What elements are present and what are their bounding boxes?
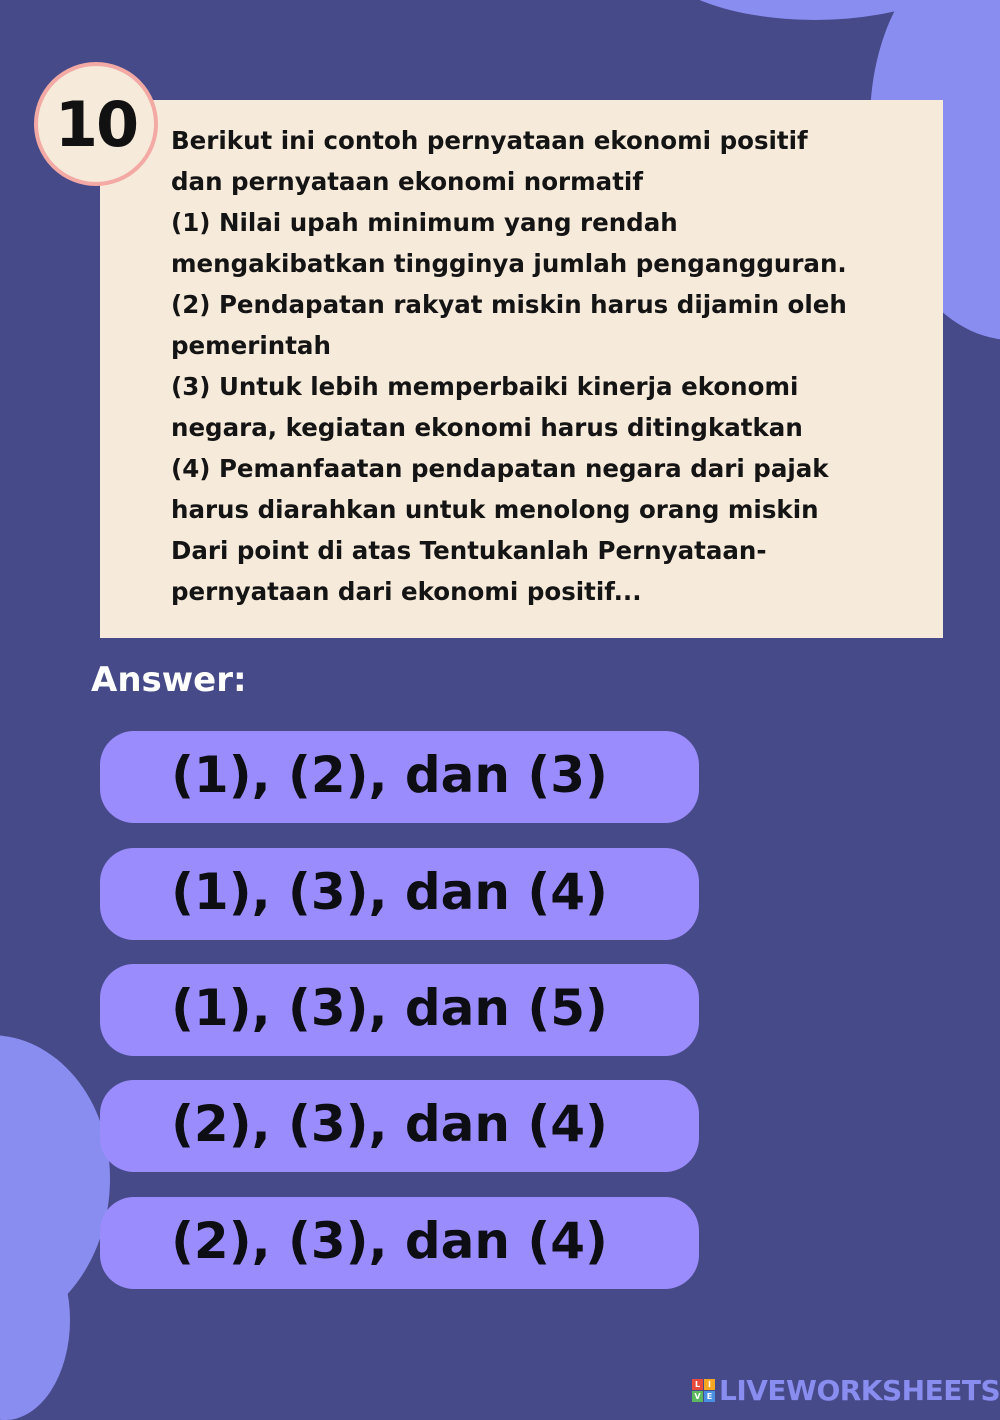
question-card bbox=[100, 100, 943, 638]
question-number-badge bbox=[34, 62, 158, 186]
answer-option-label: (1), (3), dan (5) bbox=[171, 979, 608, 1037]
question-number: 10 bbox=[54, 87, 138, 161]
answer-option-3[interactable] bbox=[100, 964, 699, 1056]
answer-option-label: (1), (3), dan (4) bbox=[171, 863, 608, 921]
logo-letter: L bbox=[692, 1379, 703, 1390]
answer-option-label: (1), (2), dan (3) bbox=[171, 746, 608, 804]
logo-letter: V bbox=[692, 1391, 703, 1402]
answer-option-label: (2), (3), dan (4) bbox=[171, 1212, 608, 1270]
answer-option-label: (2), (3), dan (4) bbox=[171, 1095, 608, 1153]
liveworksheets-logo bbox=[692, 1374, 1000, 1407]
logo-letter: I bbox=[704, 1379, 715, 1390]
logo-letter: E bbox=[704, 1391, 715, 1402]
answer-option-2[interactable] bbox=[100, 848, 699, 940]
liveworksheets-logo-icon bbox=[692, 1379, 715, 1402]
answer-option-4[interactable] bbox=[100, 1080, 699, 1172]
question-text: Berikut ini contoh pernyataan ekonomi positif dan pernyataan ekonomi normatif (1) Nilai upah minimum yang rendah mengakibatkan tingginya jumlah pengangguran. (2) Pendapatan rakyat miskin harus dijamin oleh pemerintah (3) Untuk lebih memperbaiki kinerja ekonomi negara, kegiatan ekonomi harus ditingkatkan (4) Pemanfaatan pendapatan negara dari pajak harus diarahkan untuk menolong orang miskin Dari point di atas Tentukanlah Pernyataan- pernyataan dari ekonomi positif... bbox=[171, 126, 847, 606]
liveworksheets-logo-text: LIVEWORKSHEETS bbox=[719, 1374, 1000, 1407]
answer-option-1[interactable] bbox=[100, 731, 699, 823]
answer-option-5[interactable] bbox=[100, 1197, 699, 1289]
answer-label: Answer: bbox=[91, 660, 247, 700]
